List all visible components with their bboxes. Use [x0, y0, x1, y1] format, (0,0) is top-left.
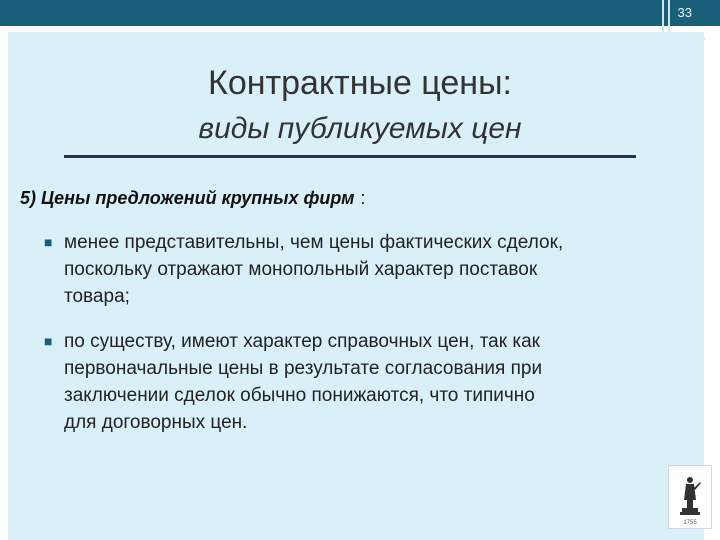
- bullet-item: [46, 229, 706, 310]
- bullet-line: по существу, имеют характер справочных цен, так как: [64, 331, 540, 352]
- bullet-square-icon: ■: [44, 333, 53, 349]
- slide-title: Контрактные цены:: [208, 64, 512, 102]
- statue-icon: [669, 466, 711, 528]
- section-heading-suffix: :: [360, 188, 366, 208]
- bullet-line: первоначальные цены в результате согласования при: [64, 358, 543, 379]
- bullet-line: для договорных цен.: [64, 412, 248, 433]
- bullet-line: товара;: [64, 286, 130, 307]
- bullet-item: [46, 328, 706, 436]
- bullet-line: заключении сделок обычно понижаются, что типично: [64, 385, 535, 406]
- slide-subtitle: виды публикуемых цен: [198, 112, 522, 145]
- section-heading-text: 5) Цены предложений крупных фирм: [20, 188, 355, 208]
- top-bar: [0, 0, 720, 26]
- bullet-line: поскольку отражают монопольный характер поставок: [64, 259, 538, 280]
- university-logo: [668, 465, 712, 529]
- title-rule: [64, 155, 636, 158]
- logo-caption: 1755: [683, 520, 697, 526]
- bullet-line: менее представительны, чем цены фактических сделок,: [64, 232, 564, 253]
- page-number: 33: [677, 5, 692, 20]
- bullet-square-icon: ■: [44, 234, 53, 250]
- section-heading: [20, 188, 366, 209]
